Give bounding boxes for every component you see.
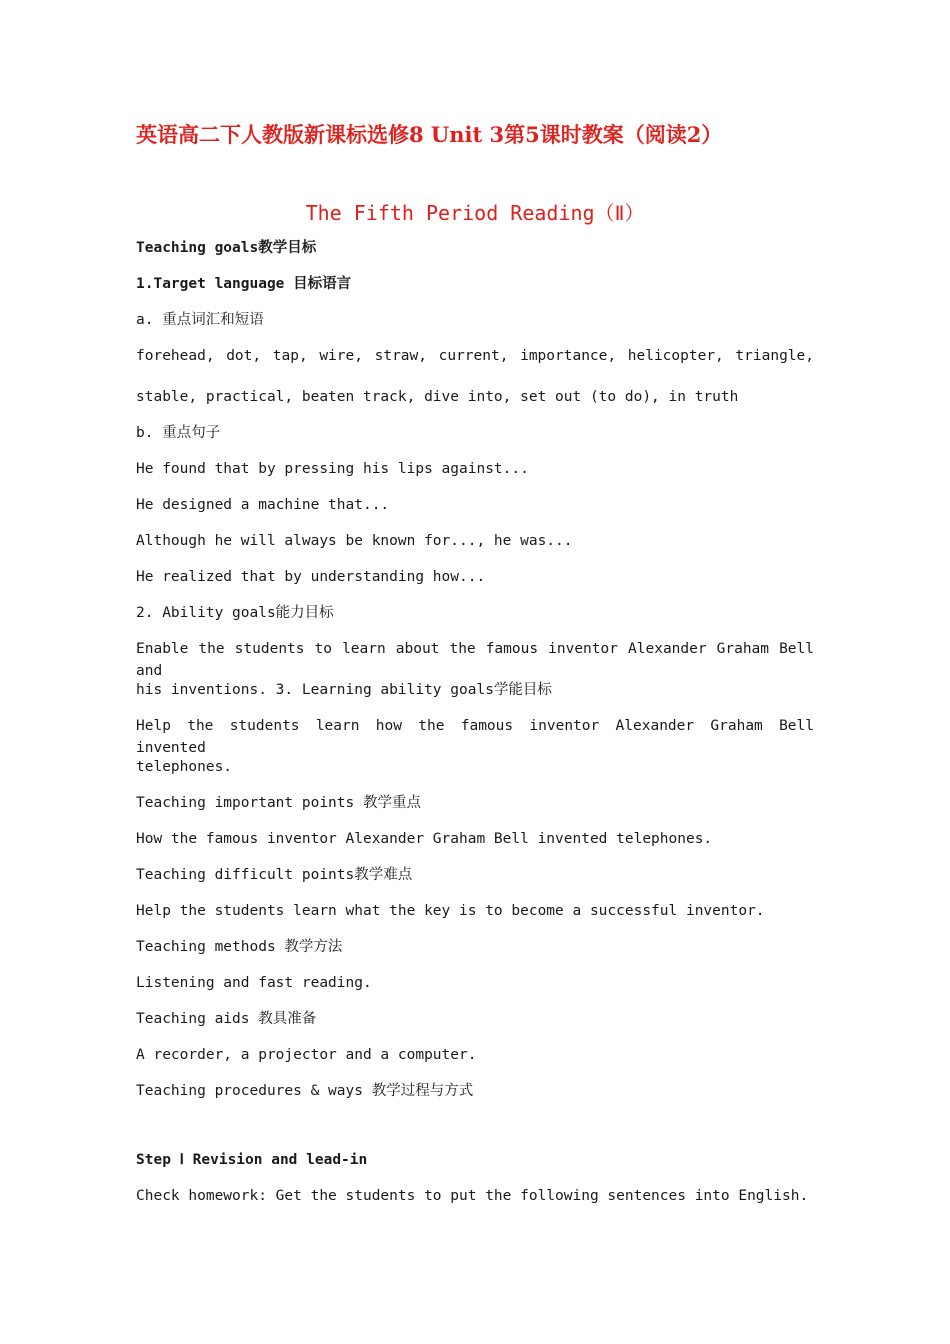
heading-teaching-aids: Teaching aids 教具准备	[136, 1011, 317, 1027]
teaching-aids-text: A recorder, a projector and a computer.	[136, 1047, 477, 1063]
key-sentence: Although he will always be known for..., he was...	[136, 533, 573, 549]
vocabulary-line-2: stable, practical, beaten track, dive into, set out (to do), in truth	[136, 389, 739, 405]
difficult-points-text: Help the students learn what the key is to become a successful inventor.	[136, 903, 765, 919]
document-subtitle: The Fifth Period Reading（Ⅱ）	[305, 201, 645, 225]
subheading-key-sentences: b. 重点句子	[136, 425, 221, 441]
learning-ability-goals-text-end: telephones.	[136, 759, 233, 775]
heading-teaching-procedures: Teaching procedures & ways 教学过程与方式	[136, 1083, 474, 1099]
document-title: 英语高二下人教版新课标选修8 Unit 3第5课时教案（阅读2）	[136, 122, 723, 147]
heading-teaching-methods: Teaching methods 教学方法	[136, 939, 343, 955]
ability-goals-text: Enable the students to learn about the famous inventor Alexander Graham Bell and	[136, 641, 814, 679]
heading-ability-goals: 2. Ability goals能力目标	[136, 605, 334, 621]
heading-difficult-points: Teaching difficult points教学难点	[136, 867, 413, 883]
teaching-methods-text: Listening and fast reading.	[136, 975, 372, 991]
vocabulary-line-1: forehead, dot, tap, wire, straw, current, importance, helicopter, triangle,	[136, 348, 814, 364]
subheading-vocabulary: a. 重点词汇和短语	[136, 312, 264, 328]
heading-teaching-goals: Teaching goals教学目标	[136, 240, 317, 256]
key-sentence: He found that by pressing his lips against...	[136, 461, 529, 477]
key-sentence: He realized that by understanding how...	[136, 569, 486, 585]
important-points-text: How the famous inventor Alexander Graham Bell invented telephones.	[136, 831, 713, 847]
heading-step-1: Step Ⅰ Revision and lead-in	[136, 1152, 368, 1168]
heading-target-language: 1.Target language 目标语言	[136, 276, 352, 292]
learning-ability-goals-line: his inventions. 3. Learning ability goals学能目标	[136, 682, 552, 698]
learning-ability-goals-text: Help the students learn how the famous inventor Alexander Graham Bell invented	[136, 718, 814, 756]
step-1-text: Check homework: Get the students to put the following sentences into English.	[136, 1188, 809, 1204]
key-sentence: He designed a machine that...	[136, 497, 390, 513]
heading-important-points: Teaching important points 教学重点	[136, 795, 421, 811]
